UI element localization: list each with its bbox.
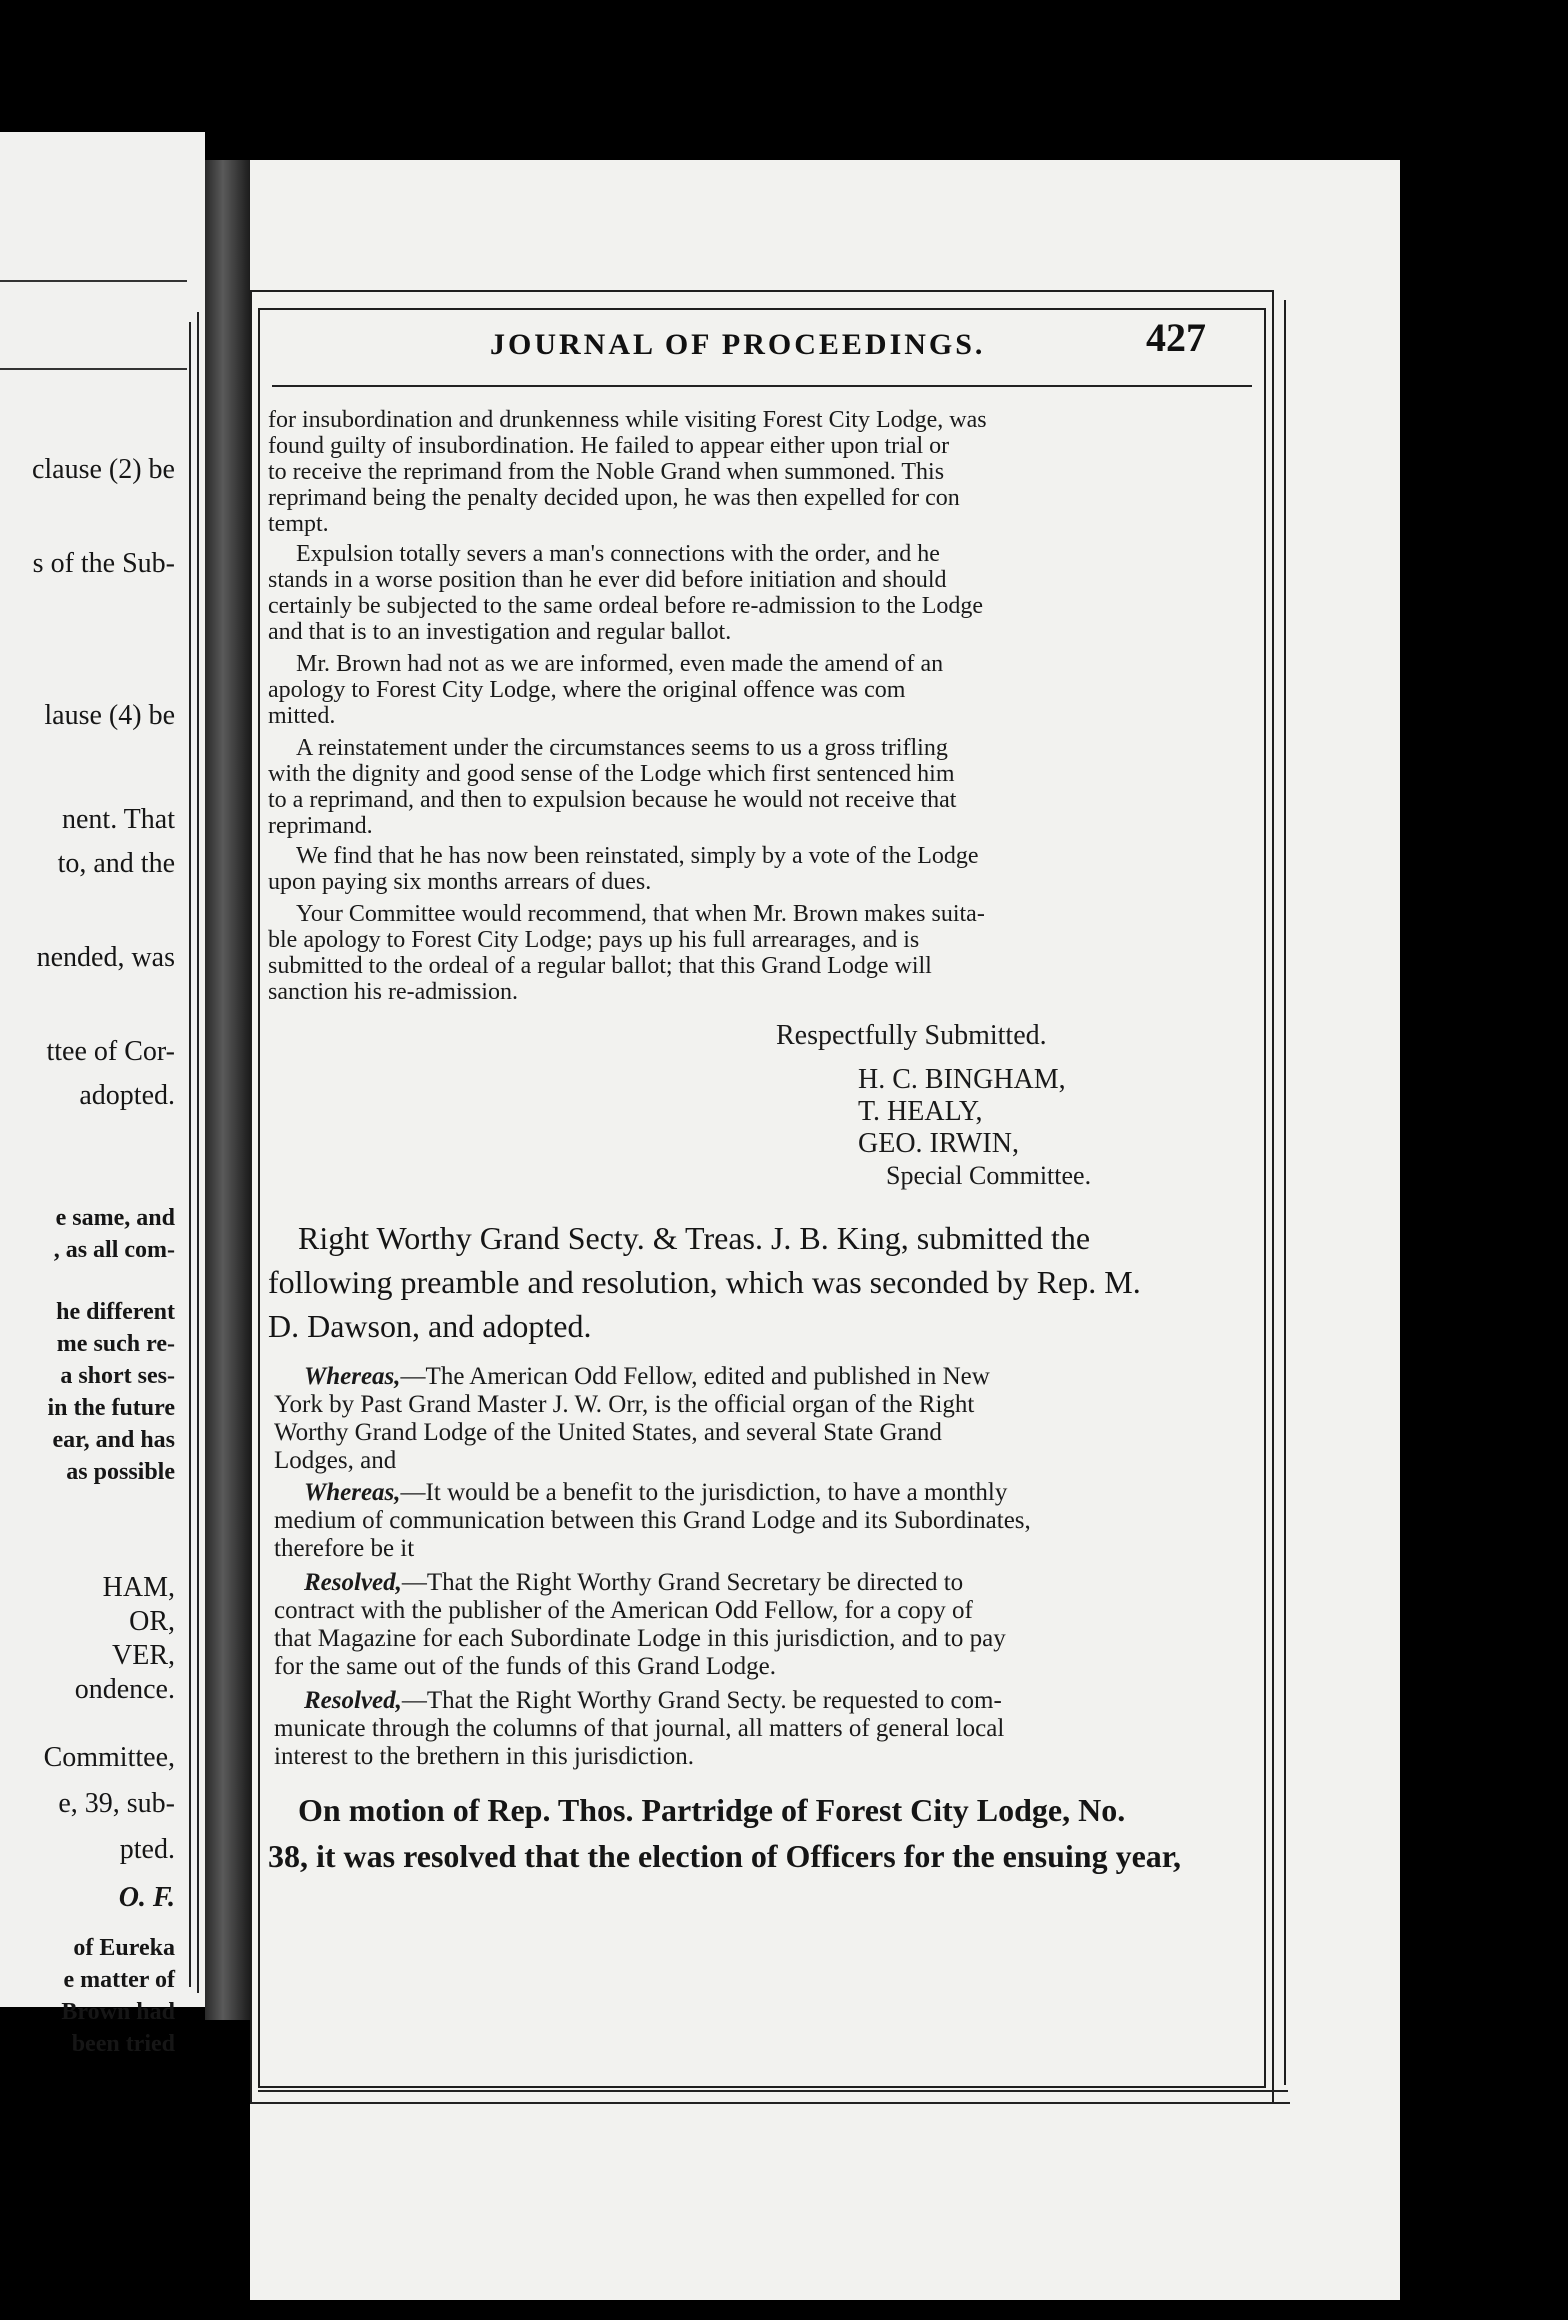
left-page-line: nent. That: [61, 804, 175, 835]
motion-line: 38, it was resolved that the election of Officers for the ensuing year,: [268, 1838, 1182, 1874]
resolution-line: for the same out of the funds of this Grand Lodge.: [274, 1653, 776, 1680]
committee-label: Special Committee.: [886, 1161, 1092, 1190]
report-line: Your Committee would recommend, that when Mr. Brown makes suita-: [296, 901, 985, 927]
left-page-frame-line: [189, 322, 191, 1987]
report-line: for insubordination and drunkenness while visiting Forest City Lodge, was: [268, 407, 987, 433]
resolution-line: York by Past Grand Master J. W. Orr, is the official organ of the Right: [274, 1391, 975, 1418]
left-page-line: OR,: [129, 1606, 175, 1637]
left-page-line: been tried: [71, 2031, 175, 2057]
signer-name: T. HEALY,: [858, 1096, 983, 1127]
resolution-line: Worthy Grand Lodge of the United States, and several State Grand: [274, 1419, 942, 1446]
page-number: 427: [1146, 315, 1206, 360]
left-page-line: e same, and: [55, 1205, 175, 1231]
left-page-line: Committee,: [43, 1742, 175, 1773]
report-line: with the dignity and good sense of the Lodge which first sentenced him: [268, 761, 955, 787]
left-page-line: VER,: [112, 1640, 175, 1671]
left-page-line: , as all com-: [53, 1237, 175, 1263]
report-line: to receive the reprimand from the Noble Grand when summoned. This: [268, 459, 945, 485]
left-page-line: O. F.: [118, 1882, 175, 1913]
left-page-line: pted.: [119, 1834, 175, 1865]
left-page-line: e, 39, sub-: [58, 1788, 175, 1819]
left-page-line: in the future: [47, 1395, 175, 1421]
motion-line: following preamble and resolution, which was seconded by Rep. M.: [268, 1264, 1141, 1300]
resolution-line: interest to the brethern in this jurisdiction.: [274, 1743, 695, 1770]
report-line: ble apology to Forest City Lodge; pays up his full arrearages, and is: [268, 927, 920, 953]
bottom-rule: [250, 2102, 1290, 2104]
left-page-frame-line: [197, 312, 199, 1993]
left-page-line: clause (2) be: [31, 454, 175, 485]
report-line: A reinstatement under the circumstances seems to us a gross trifling: [296, 735, 948, 761]
resolution-line: medium of communication between this Grand Lodge and its Subordinates,: [274, 1507, 1031, 1534]
resolution-lead: Resolved,: [304, 1687, 402, 1714]
left-page-line: lause (4) be: [44, 700, 175, 731]
resolution-line: [304, 1568, 963, 1598]
resolution-line: municate through the columns of that journal, all matters of general local: [274, 1715, 1005, 1742]
resolution-text: —That the Right Worthy Grand Secretary be directed to: [401, 1569, 964, 1596]
report-line: Expulsion totally severs a man's connections with the order, and he: [296, 541, 940, 567]
resolution-line: [304, 1686, 1002, 1716]
left-page-line: of Eureka: [73, 1935, 175, 1961]
report-line: We find that he has now been reinstated, simply by a vote of the Lodge: [296, 843, 979, 869]
report-line: reprimand.: [268, 813, 373, 839]
report-closing: Respectfully Submitted.: [776, 1020, 1047, 1051]
book-gutter: [205, 160, 250, 2020]
report-line: sanction his re-admission.: [268, 979, 518, 1005]
resolution-lead: Whereas,: [304, 1479, 401, 1506]
left-page-line: me such re-: [56, 1331, 175, 1357]
resolution-text: —The American Odd Fellow, edited and published in New: [400, 1363, 990, 1390]
bottom-rule: [258, 2090, 1288, 2092]
report-line: and that is to an investigation and regular ballot.: [268, 619, 732, 645]
resolution-lead: Whereas,: [304, 1363, 401, 1390]
resolution-line: Lodges, and: [274, 1447, 397, 1474]
report-line: Mr. Brown had not as we are informed, even made the amend of an: [296, 651, 944, 677]
signer-name: GEO. IRWIN,: [858, 1128, 1019, 1159]
resolution-line: that Magazine for each Subordinate Lodge in this jurisdiction, and to pay: [274, 1625, 1006, 1652]
resolution-line: therefore be it: [274, 1535, 415, 1562]
report-line: reprimand being the penalty decided upon, he was then expelled for con: [268, 485, 960, 511]
resolution-lead: Resolved,: [304, 1569, 402, 1596]
left-page-line: HAM,: [102, 1572, 175, 1603]
resolution-line: contract with the publisher of the American Odd Fellow, for a copy of: [274, 1597, 973, 1624]
left-page-line: Brown had: [61, 1999, 175, 2025]
resolution-line: [304, 1478, 1007, 1508]
left-page-line: e matter of: [63, 1967, 175, 1993]
left-page-line: ttee of Cor-: [46, 1036, 175, 1067]
left-page-line: as possible: [66, 1459, 175, 1485]
left-page-line: a short ses-: [60, 1363, 175, 1389]
report-line: certainly be subjected to the same ordeal before re-admission to the Lodge: [268, 593, 984, 619]
header-rule: [272, 385, 1252, 387]
report-line: submitted to the ordeal of a regular ballot; that this Grand Lodge will: [268, 953, 932, 979]
left-page-header-rule: [0, 368, 187, 370]
report-line: stands in a worse position than he ever did before initiation and should: [268, 567, 947, 593]
report-line: found guilty of insubordination. He failed to appear either upon trial or: [268, 433, 950, 459]
left-page-line: he different: [56, 1299, 175, 1325]
motion-line: On motion of Rep. Thos. Partridge of Forest City Lodge, No.: [298, 1792, 1126, 1828]
right-page: [250, 160, 1400, 2300]
left-page-line: to, and the: [57, 848, 175, 879]
motion-line: Right Worthy Grand Secty. & Treas. J. B. King, submitted the: [298, 1220, 1091, 1256]
motion-line: D. Dawson, and adopted.: [268, 1308, 592, 1344]
report-line: to a reprimand, and then to expulsion because he would not receive that: [268, 787, 957, 813]
report-line: mitted.: [268, 703, 336, 729]
left-facing-page: [0, 132, 205, 2057]
report-line: tempt.: [268, 511, 329, 537]
left-page-line: s of the Sub-: [32, 548, 175, 579]
left-page-top-rule: [0, 280, 187, 282]
report-line: upon paying six months arrears of dues.: [268, 869, 652, 895]
signer-name: H. C. BINGHAM,: [858, 1064, 1066, 1095]
report-line: apology to Forest City Lodge, where the original offence was com: [268, 677, 906, 703]
left-page-line: nended, was: [36, 942, 175, 973]
left-page-line: adopted.: [79, 1080, 175, 1111]
resolution-text: —It would be a benefit to the jurisdiction, to have a monthly: [400, 1479, 1008, 1506]
resolution-text: —That the Right Worthy Grand Secty. be requested to com-: [401, 1687, 1002, 1714]
running-header-title: JOURNAL OF PROCEEDINGS.: [490, 328, 986, 361]
left-page-line: ear, and has: [52, 1427, 175, 1453]
resolution-line: [304, 1362, 990, 1392]
left-page-line: ondence.: [74, 1674, 175, 1705]
